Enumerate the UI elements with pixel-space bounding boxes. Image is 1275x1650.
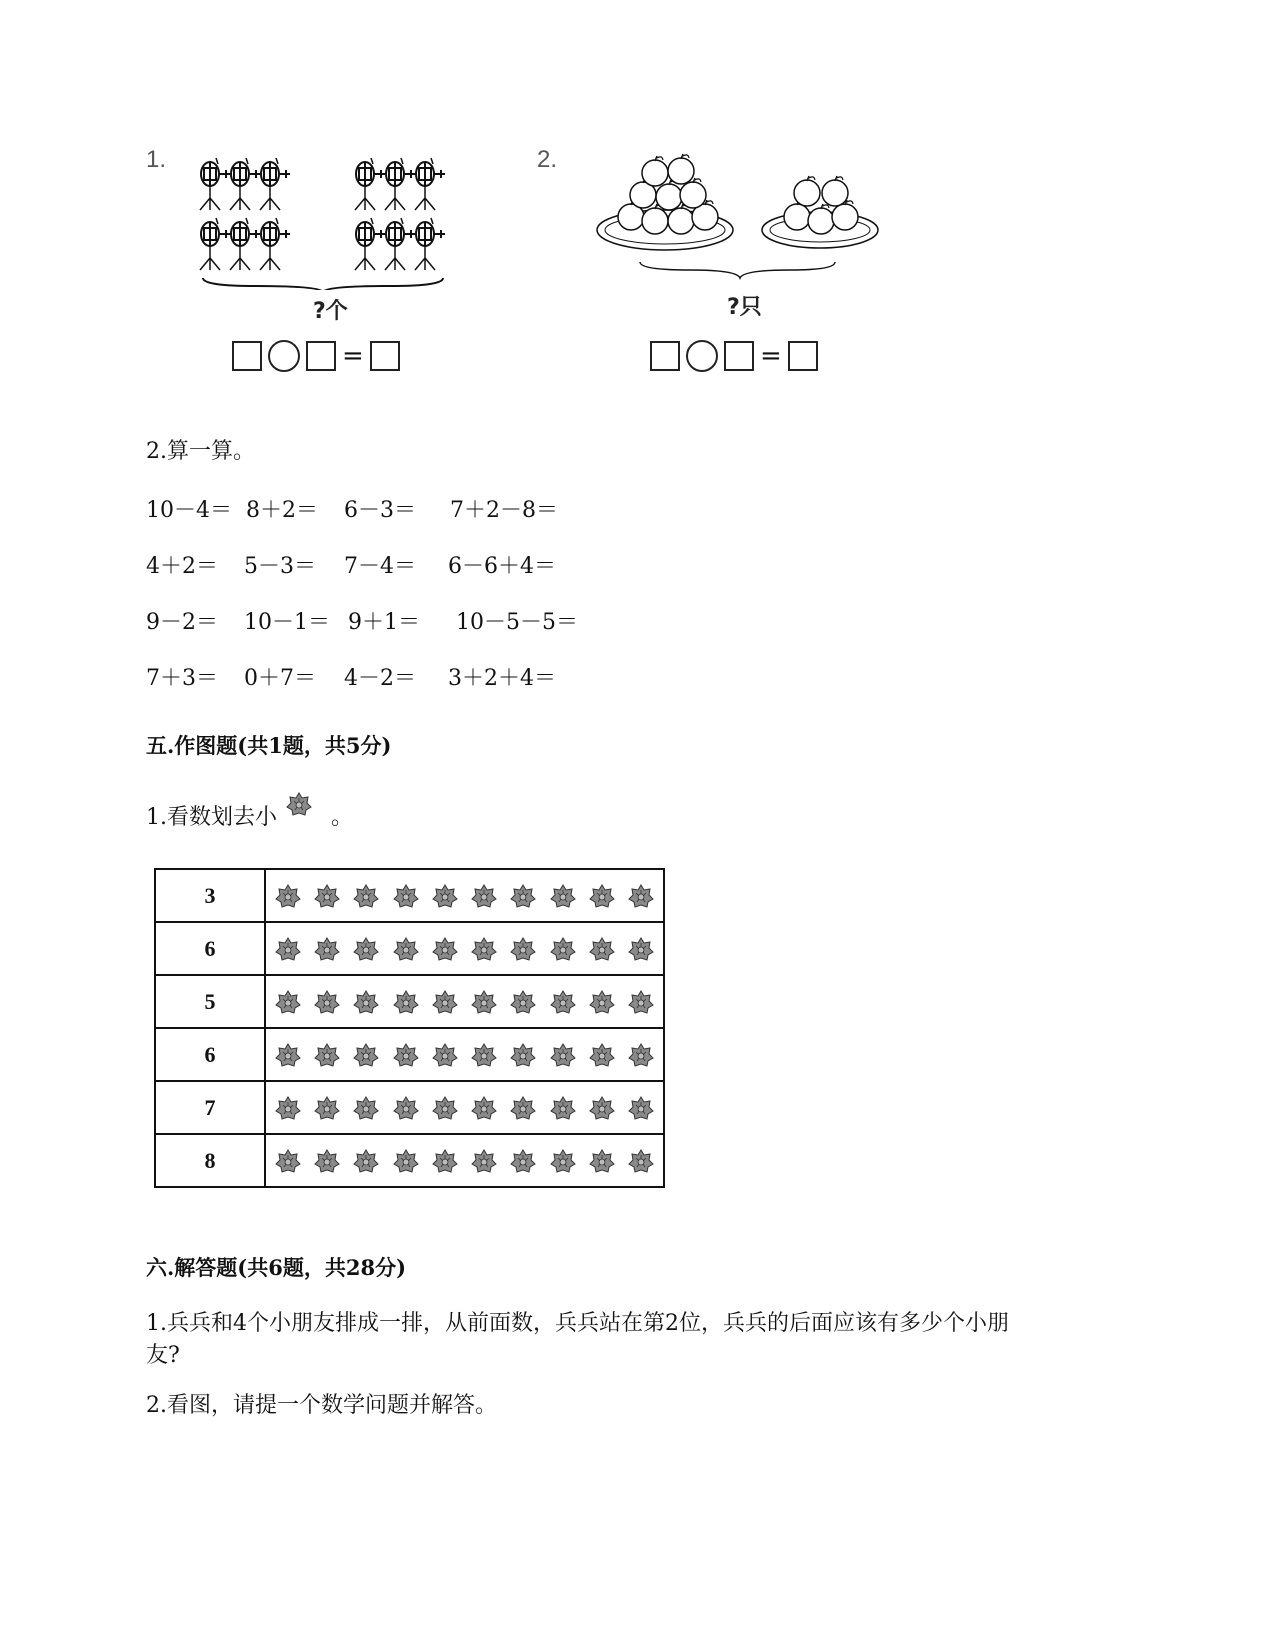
count-cell: 6 <box>155 1028 265 1081</box>
flower-icon[interactable] <box>470 988 498 1016</box>
flower-icon[interactable] <box>274 1147 302 1175</box>
flower-icon[interactable] <box>509 1041 537 1069</box>
count-cell: 5 <box>155 975 265 1028</box>
calc-item: 3＋2＋4＝ <box>448 666 556 691</box>
flower-icon[interactable] <box>313 1094 341 1122</box>
question-1-line-2: 友? <box>146 1343 180 1368</box>
count-cell: 8 <box>155 1134 265 1187</box>
table-row <box>155 922 664 975</box>
flower-icon[interactable] <box>274 988 302 1016</box>
flower-icon[interactable] <box>431 988 459 1016</box>
apple-icon <box>642 156 668 186</box>
flower-icon[interactable] <box>509 1094 537 1122</box>
flower-icon[interactable] <box>627 1041 655 1069</box>
flower-icon[interactable] <box>509 1147 537 1175</box>
operator-circle[interactable] <box>686 340 718 372</box>
flower-icon[interactable] <box>627 1147 655 1175</box>
flower-icon[interactable] <box>588 882 616 910</box>
flower-icon[interactable] <box>313 988 341 1016</box>
flower-icon[interactable] <box>588 988 616 1016</box>
table-row <box>155 1081 664 1134</box>
calc-row <box>146 661 578 717</box>
calc-item: 9－2＝ <box>146 610 218 635</box>
apple-icon <box>822 176 848 206</box>
flower-icon[interactable] <box>549 935 577 963</box>
apple-icon <box>668 154 694 184</box>
flower-icon[interactable] <box>549 882 577 910</box>
flower-icon <box>283 790 317 820</box>
count-cell: 7 <box>155 1081 265 1134</box>
flower-icon[interactable] <box>549 1041 577 1069</box>
question-text: 1.看数划去小 <box>146 805 277 830</box>
flower-icon[interactable] <box>392 988 420 1016</box>
flowers-cell <box>265 1081 664 1134</box>
apple-icon <box>808 204 834 234</box>
calc-item: 7＋2－8＝ <box>450 498 558 523</box>
calc-row <box>146 549 578 605</box>
flower-icon[interactable] <box>627 882 655 910</box>
table-row <box>155 1028 664 1081</box>
flower-icon[interactable] <box>313 935 341 963</box>
flowers-cell <box>265 1134 664 1187</box>
flower-icon[interactable] <box>509 882 537 910</box>
calc-item: 0＋7＝ <box>244 666 316 691</box>
trumpet-icon <box>230 218 260 270</box>
flower-icon[interactable] <box>588 1094 616 1122</box>
apple-plates-figure <box>595 150 895 290</box>
calc-item: 9＋1＝ <box>348 610 420 635</box>
flower-icon[interactable] <box>274 1041 302 1069</box>
calc-row <box>146 493 578 549</box>
answer-box[interactable] <box>306 341 336 371</box>
calc-title: 2.算一算。 <box>146 439 255 464</box>
figure-1-equation <box>232 340 400 372</box>
flower-icon[interactable] <box>431 1147 459 1175</box>
section-5-question <box>146 804 353 832</box>
brace <box>640 262 835 278</box>
trumpet-icon <box>415 218 445 270</box>
equals-sign: = <box>760 341 782 371</box>
flower-icon[interactable] <box>588 1041 616 1069</box>
calc-item: 8＋2＝ <box>246 498 318 523</box>
flower-icon[interactable] <box>431 1041 459 1069</box>
flower-icon[interactable] <box>313 1041 341 1069</box>
calc-item: 10－4＝ <box>146 498 232 523</box>
figure-2-question-label: ?只 <box>727 295 762 320</box>
flower-icon[interactable] <box>274 882 302 910</box>
trumpet-icon <box>385 158 415 210</box>
trumpet-icon <box>355 158 385 210</box>
flower-icon[interactable] <box>352 1147 380 1175</box>
table-row <box>155 869 664 922</box>
flower-icon[interactable] <box>549 1094 577 1122</box>
apple-icon <box>794 176 820 206</box>
calc-item: 4－2＝ <box>344 666 416 691</box>
count-cell: 6 <box>155 922 265 975</box>
calc-exercises <box>146 493 578 717</box>
flower-icon[interactable] <box>549 1147 577 1175</box>
flower-icon[interactable] <box>431 935 459 963</box>
trumpet-icon <box>355 218 385 270</box>
trumpet-group-figure <box>195 150 455 290</box>
flower-icon[interactable] <box>627 988 655 1016</box>
section-5-heading: 五.作图题(共1题，共5分) <box>146 733 392 758</box>
flower-icon[interactable] <box>470 882 498 910</box>
flower-icon[interactable] <box>274 935 302 963</box>
flower-icon[interactable] <box>392 1041 420 1069</box>
flowers-cell <box>265 975 664 1028</box>
flower-icon[interactable] <box>470 935 498 963</box>
flowers-cell <box>265 922 664 975</box>
figure-1-question-label: ?个 <box>313 299 348 324</box>
flower-icon[interactable] <box>352 882 380 910</box>
trumpet-icon <box>385 218 415 270</box>
calc-item: 5－3＝ <box>244 554 316 579</box>
flower-icon[interactable] <box>549 988 577 1016</box>
flower-icon[interactable] <box>274 1094 302 1122</box>
section-6-heading: 六.解答题(共6题，共28分) <box>146 1255 407 1280</box>
calc-item: 6－6＋4＝ <box>448 554 556 579</box>
flowers-cell <box>265 1028 664 1081</box>
flower-icon[interactable] <box>431 882 459 910</box>
trumpet-icon <box>230 158 260 210</box>
flower-icon[interactable] <box>431 1094 459 1122</box>
question-1 <box>146 1310 1146 1370</box>
calc-item: 6－3＝ <box>344 498 416 523</box>
flower-icon[interactable] <box>588 1147 616 1175</box>
figure-2-equation <box>650 340 818 372</box>
trumpet-icon <box>415 158 445 210</box>
flower-icon[interactable] <box>352 1041 380 1069</box>
flower-icon[interactable] <box>352 988 380 1016</box>
result-box[interactable] <box>370 341 400 371</box>
flower-icon[interactable] <box>470 1094 498 1122</box>
flower-icon[interactable] <box>352 935 380 963</box>
table-row <box>155 975 664 1028</box>
answer-box[interactable] <box>232 341 262 371</box>
figure-2-number: 2. <box>537 146 558 173</box>
flower-icon[interactable] <box>470 1147 498 1175</box>
calc-row <box>146 605 578 661</box>
flower-icon[interactable] <box>627 1094 655 1122</box>
flower-icon[interactable] <box>392 882 420 910</box>
flower-icon[interactable] <box>627 935 655 963</box>
flower-icon[interactable] <box>509 935 537 963</box>
trumpet-icon <box>260 218 290 270</box>
flower-icon[interactable] <box>313 882 341 910</box>
operator-circle[interactable] <box>268 340 300 372</box>
equals-sign: = <box>342 341 364 371</box>
flower-icon[interactable] <box>509 988 537 1016</box>
calc-item: 7＋3＝ <box>146 666 218 691</box>
trumpet-icon <box>200 158 230 210</box>
table-row <box>155 1134 664 1187</box>
flowers-cell <box>265 869 664 922</box>
question-punct: 。 <box>331 805 354 830</box>
answer-box[interactable] <box>650 341 680 371</box>
calc-item: 10－5－5＝ <box>456 610 578 635</box>
figure-1-number: 1. <box>146 146 167 173</box>
trumpet-icon <box>200 218 230 270</box>
brace <box>203 278 443 290</box>
flower-table <box>154 868 665 1188</box>
question-2: 2.看图，请提一个数学问题并解答。 <box>146 1393 497 1418</box>
flower-icon[interactable] <box>588 935 616 963</box>
count-cell: 3 <box>155 869 265 922</box>
flower-icon[interactable] <box>392 1094 420 1122</box>
flower-icon[interactable] <box>313 1147 341 1175</box>
answer-box[interactable] <box>724 341 754 371</box>
flower-icon[interactable] <box>392 1147 420 1175</box>
question-1-line-1: 1.兵兵和4个小朋友排成一排，从前面数，兵兵站在第2位，兵兵的后面应该有多少个小朋 <box>146 1311 1009 1336</box>
flower-icon[interactable] <box>392 935 420 963</box>
flower-icon[interactable] <box>352 1094 380 1122</box>
result-box[interactable] <box>788 341 818 371</box>
calc-item: 10－1＝ <box>244 610 330 635</box>
calc-item: 7－4＝ <box>344 554 416 579</box>
trumpet-icon <box>260 158 290 210</box>
calc-item: 4＋2＝ <box>146 554 218 579</box>
flower-icon[interactable] <box>470 1041 498 1069</box>
